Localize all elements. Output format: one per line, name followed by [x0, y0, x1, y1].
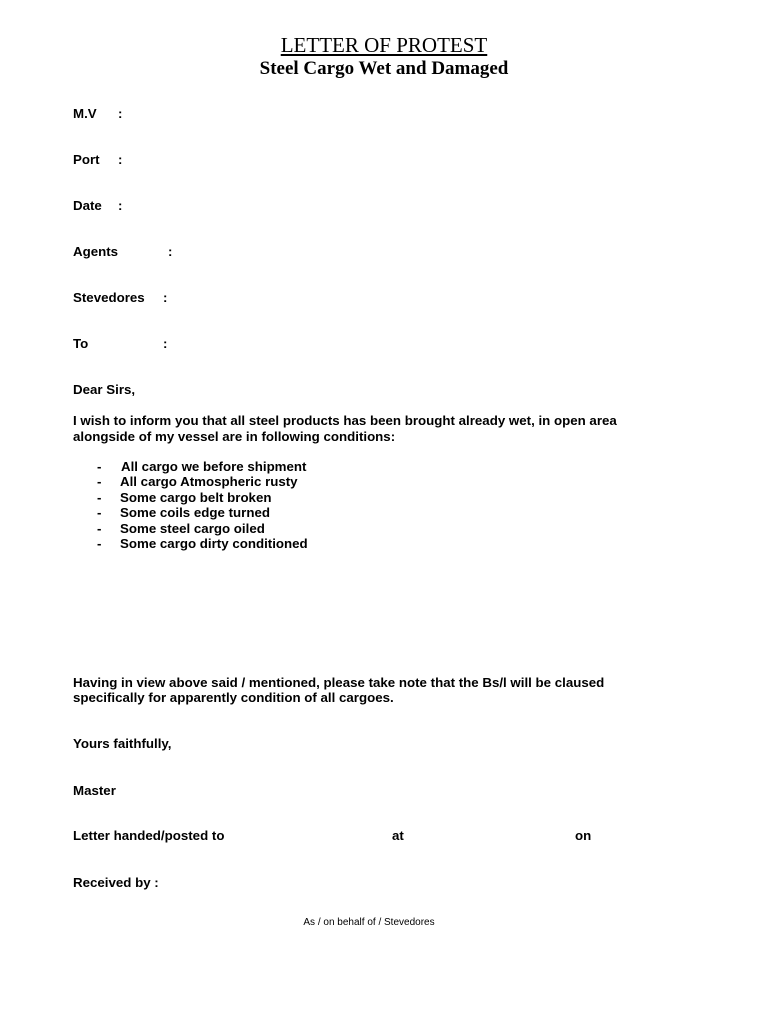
- closing-line-1: Having in view above said / mentioned, please take note that the Bs/l will be claused: [73, 675, 605, 690]
- field-date-colon: :: [118, 198, 123, 213]
- field-date-label: Date: [73, 198, 102, 213]
- field-stevedores-label: Stevedores: [73, 290, 145, 305]
- list-item: Some cargo dirty conditioned: [120, 536, 308, 551]
- signatory: Master: [73, 783, 116, 798]
- field-mv-colon: :: [118, 106, 123, 121]
- page-subtitle: Steel Cargo Wet and Damaged: [259, 58, 509, 79]
- field-agents-label: Agents: [73, 244, 119, 259]
- handover-on-label: on: [575, 828, 592, 843]
- list-item: Some coils edge turned: [120, 505, 270, 520]
- field-mv-label: M.V: [73, 106, 97, 121]
- salutation: Dear Sirs,: [73, 382, 136, 397]
- page-title: LETTER OF PROTEST: [280, 33, 488, 57]
- list-bullet: -: [97, 521, 102, 536]
- handover-at-label: at: [392, 828, 404, 843]
- list-item: All cargo we before shipment: [121, 459, 307, 474]
- closing-line-2: specifically for apparently condition of all cargoes.: [73, 690, 394, 705]
- sign-off: Yours faithfully,: [73, 736, 172, 751]
- intro-line-2: alongside of my vessel are in following conditions:: [73, 429, 396, 444]
- list-bullet: -: [97, 505, 102, 520]
- intro-line-1: I wish to inform you that all steel products has been brought already wet, in open area: [73, 413, 617, 428]
- field-port-label: Port: [73, 152, 100, 167]
- field-port-colon: :: [118, 152, 123, 167]
- field-to-colon: :: [163, 336, 168, 351]
- field-to-label: To: [73, 336, 89, 351]
- list-bullet: -: [97, 459, 102, 474]
- footer-note: As / on behalf of / Stevedores: [303, 917, 435, 928]
- received-by-label: Received by :: [73, 875, 159, 890]
- handover-label: Letter handed/posted to: [73, 828, 225, 843]
- list-item: Some steel cargo oiled: [120, 521, 265, 536]
- field-stevedores-colon: :: [163, 290, 168, 305]
- list-item: All cargo Atmospheric rusty: [120, 474, 298, 489]
- list-bullet: -: [97, 490, 102, 505]
- list-item: Some cargo belt broken: [120, 490, 272, 505]
- field-agents-colon: :: [168, 244, 173, 259]
- list-bullet: -: [97, 474, 102, 489]
- list-bullet: -: [97, 536, 102, 551]
